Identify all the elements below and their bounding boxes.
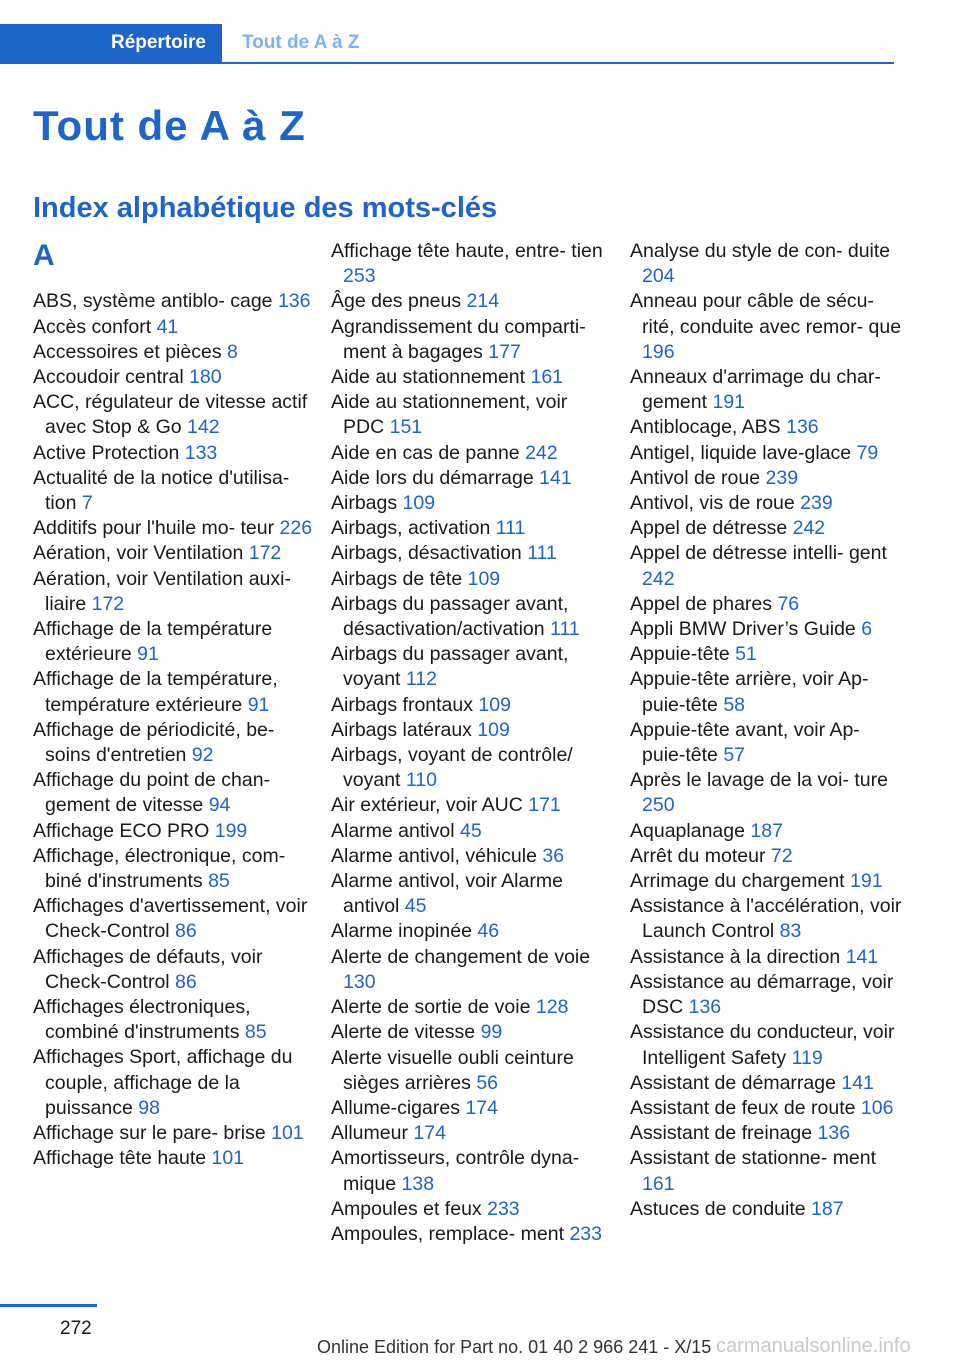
index-entry: [33, 441, 313, 466]
index-entry: [33, 340, 313, 365]
index-entry-term: Appuie-tête: [630, 643, 736, 666]
index-entry-page-link[interactable]: 56: [476, 1071, 499, 1094]
index-entry: [630, 541, 905, 591]
index-entry-term: Alerte de sortie de voie: [331, 996, 536, 1019]
index-entry: [630, 869, 905, 894]
index-entry-term: Arrêt du moteur: [630, 844, 771, 867]
index-entry-page-link[interactable]: 151: [389, 416, 423, 439]
index-entry-page-link[interactable]: 136: [817, 1122, 851, 1145]
index-entry-term: Accessoires et pièces: [33, 340, 228, 363]
index-entry-page-link[interactable]: 86: [175, 970, 197, 993]
header-bar: [0, 24, 894, 64]
index-entry-term: Ampoules et feux: [331, 1197, 488, 1220]
index-entry-term: Âge des pneus: [331, 290, 467, 313]
index-entry-page-link[interactable]: 242: [642, 567, 675, 590]
index-entry: [33, 365, 313, 390]
index-entry: [630, 1121, 905, 1146]
index-entry-term: Aide au stationnement, voir PDC: [331, 391, 568, 439]
index-entry: [630, 617, 905, 642]
index-entry: [630, 239, 905, 289]
index-entry-page-link[interactable]: 99: [480, 1021, 503, 1044]
index-entry-page-link[interactable]: 91: [137, 643, 159, 666]
index-entry-page-link[interactable]: 130: [343, 970, 376, 993]
index-entry-page-link[interactable]: 86: [175, 920, 197, 943]
index-entry-page-link[interactable]: 76: [777, 592, 800, 615]
index-entry: [33, 541, 313, 566]
index-entry-page-link[interactable]: 8: [227, 340, 238, 363]
index-entry-term: Actualité de la notice d'utilisa‐ tion: [33, 466, 290, 515]
index-entry-term: Assistant de freinage: [630, 1122, 818, 1145]
tab-repertoire[interactable]: Répertoire: [0, 24, 222, 62]
index-entry-page-link[interactable]: 136: [786, 416, 819, 439]
index-entry-term: Ampoules, remplace‐ ment: [331, 1222, 570, 1245]
index-entry-term: Assistant de démarrage: [630, 1071, 842, 1094]
index-entry-page-link[interactable]: 111: [495, 517, 526, 540]
index-entry-term: Alerte visuelle oubli ceinture sièges arrières: [331, 1046, 574, 1094]
index-entry: [33, 945, 313, 995]
index-entry-page-link[interactable]: 141: [539, 466, 572, 489]
index-entry: [331, 869, 609, 919]
index-entry: [630, 945, 905, 970]
index-entry-term: Aération, voir Ventilation: [33, 542, 249, 565]
index-entry: [331, 743, 609, 793]
index-entry: [630, 667, 905, 717]
index-entry-page-link[interactable]: 98: [138, 1096, 160, 1119]
index-entry: [331, 819, 609, 844]
index-entry: [33, 466, 313, 516]
index-entry-term: Alerte de vitesse: [331, 1021, 481, 1044]
index-entry-page-link[interactable]: 199: [214, 819, 248, 842]
index-entry: [331, 793, 609, 818]
index-entry-term: ACC, régulateur de vitesse actif avec Stop & Go: [33, 391, 308, 439]
index-entry-term: Active Protection: [33, 441, 185, 464]
index-entry-term: Affichages Sport, affichage du couple, affichage de la puissance: [33, 1046, 293, 1119]
index-entry-page-link[interactable]: 214: [466, 290, 500, 313]
index-entry-page-link[interactable]: 7: [81, 492, 93, 515]
index-entry: [331, 642, 609, 692]
index-entry: [33, 567, 313, 617]
index-entry-page-link[interactable]: 109: [477, 718, 510, 741]
index-entry-term: Additifs pour l'huile mo‐ teur: [33, 517, 280, 540]
index-column-2: [331, 239, 609, 1247]
index-entry-page-link[interactable]: 112: [405, 668, 437, 691]
index-entry: [33, 894, 313, 944]
index-entry-page-link[interactable]: 204: [642, 265, 675, 288]
index-entry: [331, 592, 609, 642]
index-entry: [331, 945, 609, 995]
edition-text: Online Edition for Part no. 01 40 2 966 241 - X/15: [317, 1337, 712, 1357]
index-entry-term: Anneau pour câble de sécu‐ rité, conduite avec remor‐ que: [630, 290, 902, 338]
index-entry-page-link[interactable]: 196: [642, 340, 675, 363]
watermark: carmanualsonline.info: [716, 1335, 911, 1357]
index-entry-term: Air extérieur, voir AUC: [331, 794, 529, 817]
index-entry: [630, 516, 905, 541]
index-entry-term: Affichage de la température extérieure: [33, 618, 273, 666]
index-entry-term: Arrimage du chargement: [630, 870, 851, 893]
index-entry: [331, 441, 609, 466]
tab-tout-de-a-a-z[interactable]: Tout de A à Z: [242, 32, 360, 53]
index-entry-page-link[interactable]: 46: [477, 920, 500, 943]
index-entry-page-link[interactable]: 101: [211, 1147, 245, 1170]
index-entry-page-link[interactable]: 233: [487, 1197, 520, 1220]
index-entry-term: Assistant de stationne‐ ment: [630, 1147, 877, 1170]
index-entry: [331, 315, 609, 365]
index-entry-term: Anneaux d'arrimage du char‐ gement: [630, 366, 881, 414]
index-entry-page-link[interactable]: 58: [723, 693, 746, 716]
index-entry-page-link[interactable]: 239: [765, 466, 799, 489]
index-entry: [33, 390, 313, 440]
index-entry: [630, 718, 905, 768]
index-entry-term: Affichage de périodicité, be‐ soins d'entretien: [33, 718, 275, 767]
index-entry-page-link[interactable]: 6: [861, 618, 873, 641]
page-number: 272: [60, 1318, 92, 1339]
index-entry-page-link[interactable]: 141: [845, 945, 879, 968]
index-entry-page-link[interactable]: 45: [404, 895, 427, 918]
index-entry-page-link[interactable]: 106: [860, 1096, 894, 1119]
index-entry-term: Allume-cigares: [331, 1096, 466, 1119]
index-entry-page-link[interactable]: 92: [191, 744, 214, 767]
index-entry-page-link[interactable]: 51: [735, 643, 757, 666]
index-entry: [630, 365, 905, 415]
index-entry-page-link[interactable]: 239: [800, 492, 833, 515]
index-entry-term: Airbags latéraux: [331, 718, 478, 741]
index-entry: [331, 1121, 609, 1146]
index-entry-page-link[interactable]: 136: [688, 996, 722, 1019]
index-entry: [331, 844, 609, 869]
index-entry-page-link[interactable]: 109: [467, 567, 501, 590]
index-entry-term: Aération, voir Ventilation auxi‐ liaire: [33, 567, 291, 615]
index-entry-page-link[interactable]: 187: [750, 819, 783, 842]
index-entry-term: Affichage ECO PRO: [33, 819, 215, 842]
index-entry-page-link[interactable]: 172: [248, 542, 282, 565]
index-entry-page-link[interactable]: 41: [156, 315, 179, 338]
index-entry: [630, 466, 905, 491]
index-entry-term: Airbags du passager avant, désactivation/activation: [331, 592, 569, 641]
index-entry-page-link[interactable]: 177: [488, 340, 521, 363]
footer-rule: [0, 1304, 97, 1307]
index-entry-page-link[interactable]: 101: [271, 1122, 304, 1145]
index-entry-term: Assistance à l'accélération, voir Launch Control: [630, 895, 902, 943]
index-entry-page-link[interactable]: 83: [779, 920, 802, 943]
index-entry: [331, 289, 609, 314]
index-entry-term: Airbags, désactivation: [331, 542, 528, 565]
index-entry: [331, 516, 609, 541]
index-entry: [630, 642, 905, 667]
index-entry-term: Assistance du conducteur, voir Intelligent Safety: [630, 1021, 895, 1069]
index-entry-term: Airbags, voyant de contrôle/ voyant: [331, 744, 573, 792]
index-entry: [331, 919, 609, 944]
index-entry-page-link[interactable]: 253: [343, 265, 376, 288]
index-entry-page-link[interactable]: 110: [405, 769, 437, 792]
index-entry: [630, 1197, 905, 1222]
index-entry-term: Aide au stationnement: [331, 366, 531, 389]
index-entry: [331, 1222, 609, 1247]
index-entry-page-link[interactable]: 180: [189, 366, 222, 388]
index-entry-page-link[interactable]: 171: [528, 794, 561, 817]
index-entry-page-link[interactable]: 242: [792, 517, 826, 540]
index-entry-term: Aide lors du démarrage: [331, 466, 540, 489]
index-entry: [630, 491, 905, 516]
index-entry-page-link[interactable]: 250: [642, 794, 675, 817]
index-entry-page-link[interactable]: 111: [550, 618, 580, 641]
index-entry-term: Affichage, électronique, com‐ biné d'instruments: [33, 844, 286, 893]
index-entry-term: Aquaplanage: [630, 819, 751, 842]
index-entry-term: Assistant de feux de route: [630, 1096, 861, 1119]
index-entry: [331, 1046, 609, 1096]
index-entry-page-link[interactable]: 111: [527, 542, 557, 565]
index-entry-term: Affichage tête haute, entre‐ tien: [331, 240, 603, 262]
index-entry: [33, 516, 313, 541]
index-entry: [33, 1121, 313, 1146]
index-entry-page-link[interactable]: 72: [770, 844, 793, 867]
index-entry: [630, 289, 905, 365]
index-entry-page-link[interactable]: 242: [525, 441, 558, 464]
index-entry: [630, 1020, 905, 1070]
index-entry-page-link[interactable]: 174: [413, 1122, 446, 1145]
index-entry-term: Airbags du passager avant, voyant: [331, 643, 569, 691]
index-entry-page-link[interactable]: 91: [247, 693, 270, 716]
index-entry: [331, 1146, 609, 1196]
index-entry-page-link[interactable]: 36: [542, 844, 565, 867]
index-entry-term: Affichages d'avertissement, voir Check-Control: [33, 895, 308, 943]
index-column-1: [33, 239, 313, 1172]
index-entry: [630, 441, 905, 466]
index-entry-page-link[interactable]: 94: [208, 794, 231, 817]
index-entry-page-link[interactable]: 57: [723, 744, 746, 767]
index-entry: [630, 415, 905, 440]
index-entry-page-link[interactable]: 142: [187, 416, 220, 439]
index-entry: [331, 1197, 609, 1222]
index-entry: [630, 819, 905, 844]
index-entry-page-link[interactable]: 187: [811, 1197, 844, 1220]
index-entry-term: Airbags: [331, 492, 403, 515]
index-entry-page-link[interactable]: 233: [569, 1222, 602, 1245]
index-entry: [331, 365, 609, 390]
index-entry-term: Accès confort: [33, 315, 157, 338]
index-entry-term: Affichage tête haute: [33, 1147, 212, 1170]
index-entry-page-link[interactable]: 161: [530, 366, 564, 389]
index-entry-term: Affichage de la température, température extérieure: [33, 668, 278, 716]
index-entry: [630, 1146, 905, 1196]
index-entry-page-link[interactable]: 191: [850, 870, 883, 893]
index-entry-term: Affichage du point de chan‐ gement de vitesse: [33, 769, 271, 817]
index-column-3: [630, 239, 905, 1222]
index-entry-term: Appuie-tête avant, voir Ap‐ puie-tête: [630, 718, 860, 767]
index-entry-term: Appuie-tête arrière, voir Ap‐ puie-tête: [630, 668, 869, 716]
index-entry-term: Alarme antivol, véhicule: [331, 844, 543, 867]
section-title: Index alphabétique des mots-clés: [33, 192, 498, 224]
index-entry-page-link[interactable]: 119: [791, 1046, 823, 1069]
index-entry-page-link[interactable]: 191: [712, 391, 746, 414]
index-entry-page-link[interactable]: 226: [279, 517, 313, 540]
index-entry-term: Appli BMW Driver’s Guide: [630, 618, 862, 641]
index-entry-page-link[interactable]: 109: [402, 492, 436, 515]
index-entry-page-link[interactable]: 141: [841, 1071, 874, 1094]
index-entry-term: Antivol de roue: [630, 466, 766, 489]
index-entry: [630, 1071, 905, 1096]
index-entry: [33, 617, 313, 667]
index-entry-page-link[interactable]: 128: [535, 996, 569, 1019]
index-entry: [331, 491, 609, 516]
index-entry-term: Affichages de défauts, voir Check-Control: [33, 945, 263, 993]
index-entry: [331, 541, 609, 566]
index-entry: [331, 567, 609, 592]
index-entry-term: Affichages électroniques, combiné d'instruments: [33, 996, 251, 1044]
index-entry-term: Aide en cas de panne: [331, 441, 526, 464]
index-entry: [630, 592, 905, 617]
index-entry: [630, 844, 905, 869]
index-entry: [331, 693, 609, 718]
index-entry: [33, 1146, 313, 1171]
page-title: Tout de A à Z: [33, 102, 306, 149]
index-entry-page-link[interactable]: 138: [401, 1172, 435, 1195]
index-entry-term: Alarme inopinée: [331, 920, 478, 943]
index-entry-term: Assistance à la direction: [630, 945, 846, 968]
index-entry: [33, 819, 313, 844]
index-entry-term: Alerte de changement de voie: [331, 945, 591, 968]
index-entry: [33, 844, 313, 894]
index-entry-page-link[interactable]: 174: [465, 1096, 498, 1119]
index-entry-page-link[interactable]: 133: [184, 441, 218, 464]
index-entry: [630, 894, 905, 944]
index-entry-term: Assistance au démarrage, voir DSC: [630, 970, 894, 1019]
index-entry-term: Appel de détresse: [630, 517, 793, 540]
index-entry: [33, 667, 313, 717]
index-entry: [331, 239, 609, 289]
index-entry-page-link[interactable]: 161: [642, 1172, 675, 1195]
index-entry-term: Amortisseurs, contrôle dyna‐ mique: [331, 1147, 580, 1195]
index-entry: [33, 768, 313, 818]
index-entry-term: Antivol, vis de roue: [630, 492, 801, 515]
index-entry-term: ABS, système antiblo‐ cage: [33, 290, 278, 313]
index-entry-term: Agrandissement du comparti‐ ment à bagages: [331, 315, 586, 363]
index-entry-page-link[interactable]: 85: [244, 1021, 267, 1044]
index-entry: [331, 1096, 609, 1121]
index-entry-page-link[interactable]: 45: [459, 819, 482, 842]
index-entry-page-link[interactable]: 136: [277, 290, 311, 313]
index-entry-page-link[interactable]: 172: [91, 592, 125, 615]
index-entry: [331, 466, 609, 491]
index-entry-page-link[interactable]: 85: [208, 870, 230, 893]
index-entry-term: Astuces de conduite: [630, 1197, 812, 1220]
index-entry: [331, 995, 609, 1020]
index-letter: A: [33, 239, 55, 272]
index-entry-term: Affichage sur le pare‐ brise: [33, 1122, 272, 1145]
index-entry-term: Appel de détresse intelli‐ gent: [630, 542, 887, 565]
index-entry: [331, 390, 609, 440]
index-entry-term: Airbags, activation: [331, 517, 496, 540]
index-entry: [630, 768, 905, 818]
index-entry: [331, 718, 609, 743]
index-entry-term: Alarme antivol, voir Alarme antivol: [331, 870, 563, 918]
index-entry-term: Accoudoir central: [33, 366, 190, 388]
index-entry-page-link[interactable]: 79: [856, 441, 879, 464]
index-entry: [33, 315, 313, 340]
index-entry: [630, 1096, 905, 1121]
index-entry-page-link[interactable]: 109: [478, 693, 511, 716]
index-entry: [33, 289, 313, 314]
index-entry-term: Allumeur: [331, 1122, 414, 1145]
index-entry-term: Airbags frontaux: [331, 693, 479, 716]
index-entry-term: Appel de phares: [630, 592, 778, 615]
index-entry-term: Antiblocage, ABS: [630, 416, 787, 439]
index-entry: [33, 995, 313, 1045]
index-entry: [630, 970, 905, 1020]
index-entry-term: Antigel, liquide lave-glace: [630, 441, 857, 464]
index-entry-term: Après le lavage de la voi‐ ture: [630, 769, 888, 792]
index-entry-term: Analyse du style de con‐ duite: [630, 240, 891, 262]
index-entry-term: Airbags de tête: [331, 567, 468, 590]
index-entry: [331, 1020, 609, 1045]
index-entry: [33, 1045, 313, 1121]
index-entry: [33, 718, 313, 768]
index-entry-term: Alarme antivol: [331, 819, 460, 842]
